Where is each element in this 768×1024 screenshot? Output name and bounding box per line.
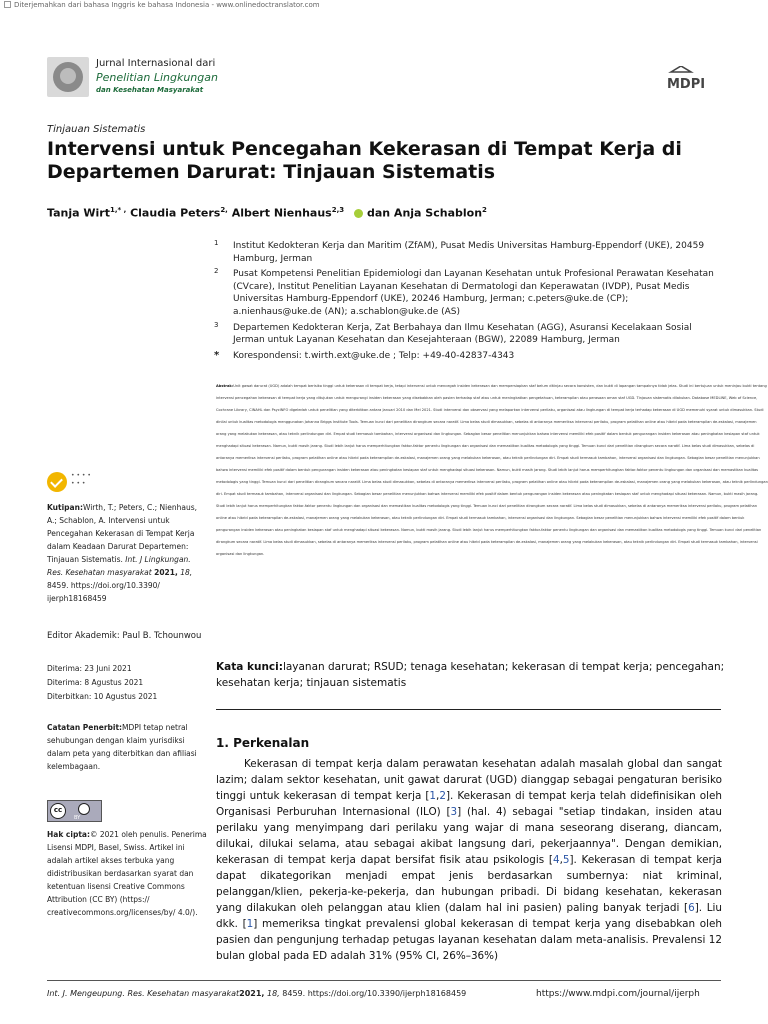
check-for-updates-icon[interactable] xyxy=(47,472,67,492)
author-4[interactable]: dan Anja Schablon xyxy=(366,206,483,220)
journal-url[interactable]: https://www.mdpi.com/journal/ijerph xyxy=(536,989,700,999)
author-1[interactable]: Tanja Wirt xyxy=(47,206,110,220)
reference-link[interactable]: 4 xyxy=(552,854,560,866)
correspondence: * Korespondensi: t.wirth.ext@uke.de ; Telp: +49-40-42837-4343 xyxy=(214,349,515,361)
affiliation-2: 2 Pusat Kompetensi Penelitian Epidemiologi dan Layanan Kesehatan untuk Profesional Perawatan Kesehatan (CVcare), Institut Penelitian Layanan Kesehatan di Dermatologi dan Keperawatan (IVDP), Pusat Medis Universitas Hamburg-Eppendorf (UKE), 20246 Hamburg, Jerman; c.peters@uke.de (CP); a.nienhaus@uke.de (AN); a.schablon@uke.de (AS) xyxy=(214,267,714,317)
footer-divider xyxy=(47,980,721,981)
journal-name-line1: Jurnal Internasional dari xyxy=(96,58,216,69)
citation: Kutipan:Wirth, T.; Peters, C.; Nienhaus, A.; Schablon, A. Intervensi untuk Pencegahan Kekerasan di Tempat Kerja dalam Keadaan Darurat Departemen: Tinjauan Sistematis. Int. J Lingkungan. Res. Kesehatan masyarakat 2021, 18, 8459. https://doi.org/10.3390/ ijerph18168459 xyxy=(47,503,197,603)
reference-link[interactable]: 5 xyxy=(562,854,570,866)
date-accepted: Diterima: 8 Agustus 2021 xyxy=(47,678,144,687)
footer-citation: Int. J. Mengeupung. Res. Kesehatan masyarakat2021, 18, 8459. https://doi.org/10.3390/ijerph18168459 xyxy=(47,989,467,998)
abstract: Abstrak:Unit gawat darurat (UGD) adalah tempat berisiko tinggi untuk kekerasan di tempat kerja, tetapi intervensi untuk mencegah insiden kekerasan dan mempersiapkan staf belum ditinjau secara konsisten, dan bukti di lapangan tampaknya tidak jelas. Studi ini bertujuan untuk meninjau bukti tentang intervensi pencegahan kekerasan di tempat kerja yang ditujukan untuk mengurangi insiden kekerasan yang disebabkan oleh pasien terhadap staf atau untuk meningkatkan pengetahuan, keterampilan atau perasaan aman staf UGD. Tinjauan sistematis dilakukan. Database MEDLINE, Web of Science, Cochrane Library, CINAHL dan PsycINFO digeledah untuk penelitian yang diterbitkan antara Januari 2010 dan Mei 2021. Studi intervensi dan observasi yang melaporkan intervensi perilaku, organisasi atau lingkungan di tempat kerja terhadap kekerasan di UGD memenuhi syarat untuk dimasukkan. Studi dinilai untuk kualitas metodologis menggunakan Johanna Briggs Institute Tools. Temuan kunci dari penelitian dirangkum secara naratif. Lima belas studi dimasukkan, sebelas di antaranya memeriksa intervensi perilaku, program pelatihan online atau hibrid pada keterampilan de-eskalasi, manajemen orang yang melakukan kekerasan, atau teknik perlindungan diri. Empat studi termasuk tambahan, intervensi organisasi dan lingkungan. Sebagian besar penelitian menunjukkan bahwa intervensi memiliki efek positif dalam bentuk pengurangan insiden kekerasan atau peningkatan kesiapan staf untuk menghadapi situasi kekerasan. Namun, bukti masih jarang. Studi lebih lanjut harus memperhitungkan faktor-faktor penentu lingkungan dan organisasi dan memastikan kualitas metodologis yang tinggi. Temuan kunci dari penelitian dirangkum secara naratif. Lima belas studi dimasukkan, sebelas di antaranya memeriksa intervensi perilaku, program pelatihan online atau hibrid pada keterampilan de-eskalasi, manajemen orang yang melakukan kekerasan, atau teknik perlindungan diri. Empat studi termasuk tambahan, intervensi organisasi dan lingkungan. Sebagian besar penelitian menunjukkan bahwa intervensi memiliki efek positif dalam bentuk pengurangan insiden kekerasan atau peningkatan kesiapan staf untuk menghadapi situasi kekerasan. Namun, bukti masih jarang. Studi lebih lanjut harus memperhitungkan faktor-faktor penentu lingkungan dan organisasi dan memastikan kualitas metodologis yang tinggi. Temuan kunci dari penelitian dirangkum secara naratif. Lima belas studi dimasukkan, sebelas di antaranya memeriksa intervensi perilaku, program pelatihan online atau hibrid pada keterampilan de-eskalasi, manajemen orang yang melakukan kekerasan, atau teknik perlindungan diri. Empat studi termasuk tambahan, intervensi organisasi dan lingkungan. Sebagian besar penelitian menunjukkan bahwa intervensi memiliki efek positif dalam bentuk pengurangan insiden kekerasan atau peningkatan kesiapan staf untuk menghadapi situasi kekerasan. Namun, bukti masih jarang. Studi lebih lanjut harus memperhitungkan faktor-faktor penentu lingkungan dan organisasi dan memastikan kualitas metodologis yang tinggi. Temuan kunci dari penelitian dirangkum secara naratif. Lima belas studi dimasukkan, sebelas di antaranya memeriksa intervensi perilaku, program pelatihan online atau hibrid pada keterampilan de-eskalasi, manajemen orang yang melakukan kekerasan, atau teknik perlindungan diri. Empat studi termasuk tambahan, intervensi organisasi dan lingkungan. Sebagian besar penelitian menunjukkan bahwa intervensi memiliki efek positif dalam bentuk pengurangan insiden kekerasan atau peningkatan kesiapan staf untuk menghadapi situasi kekerasan. Namun, bukti masih jarang. Studi lebih lanjut harus memperhitungkan faktor-faktor penentu lingkungan dan organisasi dan memastikan kualitas metodologis yang tinggi. Temuan kunci dari penelitian dirangkum secara naratif. Lima belas studi dimasukkan, sebelas di antaranya memeriksa intervensi perilaku, program pelatihan online atau hibrid pada keterampilan de-eskalasi, manajemen orang yang melakukan kekerasan, atau teknik perlindungan diri. Empat studi termasuk tambahan, intervensi organisasi dan lingkungan. xyxy=(216,384,768,556)
academic-editor: Editor Akademik: Paul B. Tchounwou xyxy=(47,631,202,641)
author-2[interactable]: Claudia Peters xyxy=(130,206,221,220)
mdpi-logo xyxy=(667,66,721,92)
creative-commons-icon: cc xyxy=(50,803,66,819)
copyright: Hak cipta:© 2021 oleh penulis. Penerima Lisensi MDPI, Basel, Swiss. Artikel ini adalah artikel akses terbuka yang didistribusikan berdasarkan syarat dan ketentuan lisensi Creative Commons Attribution (CC BY) (https:// creativecommons.org/licenses/by/ 4.0/). xyxy=(47,830,207,917)
attribution-icon xyxy=(78,803,90,815)
affiliation-3: 3 Departemen Kedokteran Kerja, Zat Berbahaya dan Ilmu Kesehatan (AGG), Asuransi Kecelakaan Sosial Jerman untuk Layanan Kesehatan dan Kesejahteraan (BGW), 22089 Hamburg, Jerman xyxy=(214,320,692,346)
reference-link[interactable]: 1 xyxy=(429,790,437,802)
orcid-icon[interactable] xyxy=(354,209,363,218)
author-3[interactable]: Albert Nienhaus xyxy=(231,206,332,220)
svg-text:MDPI: MDPI xyxy=(667,77,706,92)
affiliation-1: 1 Institut Kedokteran Kerja dan Maritim (ZfAM), Pusat Medis Universitas Hamburg-Eppendorf (UKE), 20459 Hamburg, Jerman xyxy=(214,239,705,264)
publisher-note: Catatan Penerbit:MDPI tetap netral sehubungan dengan klaim yurisdiksi dalam peta yang diterbitkan dan afiliasi kelembagaan. xyxy=(47,723,197,771)
cc-by-license-badge[interactable]: cc BY xyxy=(47,800,102,822)
date-published: Diterbitkan: 10 Agustus 2021 xyxy=(47,692,158,701)
reference-link[interactable]: 3 xyxy=(450,806,458,818)
translation-banner: Diterjemahkan dari bahasa Inggris ke bahasa Indonesia - www.onlinedoctranslator.com xyxy=(0,0,320,11)
reference-link[interactable]: 1 xyxy=(246,918,254,930)
author-list: Tanja Wirt$^{1,* ,}$ Claudia Peters$^{2,}$ Albert Nienhaus$^{2,3}$ dan Anja Schablon$^2$ xyxy=(47,206,487,220)
article-type: Tinjauan Sistematis xyxy=(47,124,146,135)
document-icon xyxy=(4,1,11,8)
journal-name-line3: dan Kesehatan Masyarakat xyxy=(96,86,204,94)
date-received: Diterima: 23 Juni 2021 xyxy=(47,664,132,673)
reference-link[interactable]: 2 xyxy=(439,790,446,802)
journal-logo xyxy=(47,57,89,97)
section-heading: 1. Perkenalan xyxy=(216,736,310,750)
affiliations xyxy=(214,240,714,365)
check-for-updates-label: • • • • • • • xyxy=(71,472,91,487)
article-title: Intervensi untuk Pencegahan Kekerasan di Tempat Kerja di Departemen Darurat: Tinjauan Sistematis xyxy=(47,138,682,183)
section-body: Kekerasan di tempat kerja dalam perawatan kesehatan adalah masalah global dan sangat lazim; dalam sektor kesehatan, unit gawat darurat (UGD) dianggap sebagai pengaturan berisiko tinggi untuk kekerasan di tempat kerja [1,2]. Kekerasan di tempat kerja telah didefinisikan oleh Organisasi Perburuhan Internasional (ILO) [3] (hal. 4) sebagai "setiap tindakan, insiden atau perilaku yang menyimpang dari perilaku yang wajar di mana seseorang diserang, diancam, dilukai, dilukai selama, atau sebagai akibat langsung dari, pekerjaannya". Dengan demikian, kekerasan di tempat kerja dapat bersifat fisik atau psikologis [4,5]. Kekerasan di tempat kerja dapat dikategorikan menjadi empat jenis berdasarkan sumbernya: niat kriminal, pelanggan/klien, pekerja-ke-pekerja, dan hubungan pribadi. Di bidang kesehatan, kekerasan yang dilakukan oleh pelanggan atau klien (dalam hal ini pasien) paling banyak terjadi [6]. Liu dkk. [1] memeriksa tingkat prevalensi global kekerasan di tempat kerja yang disebabkan oleh pasien dan pengunjung terhadap petugas layanan kesehatan dalam meta-analisis. Prevalensi 12 bulan global pada ED adalah 31% (95% CI, 26%–36%) xyxy=(216,758,722,962)
divider xyxy=(216,709,721,710)
keywords: Kata kunci:layanan darurat; RSUD; tenaga kesehatan; kekerasan di tempat kerja; pencegahan; kesehatan kerja; tinjauan sistematis xyxy=(216,661,725,689)
journal-name-line2: Penelitian Lingkungan xyxy=(96,71,218,84)
reference-link[interactable]: 6 xyxy=(688,902,695,914)
